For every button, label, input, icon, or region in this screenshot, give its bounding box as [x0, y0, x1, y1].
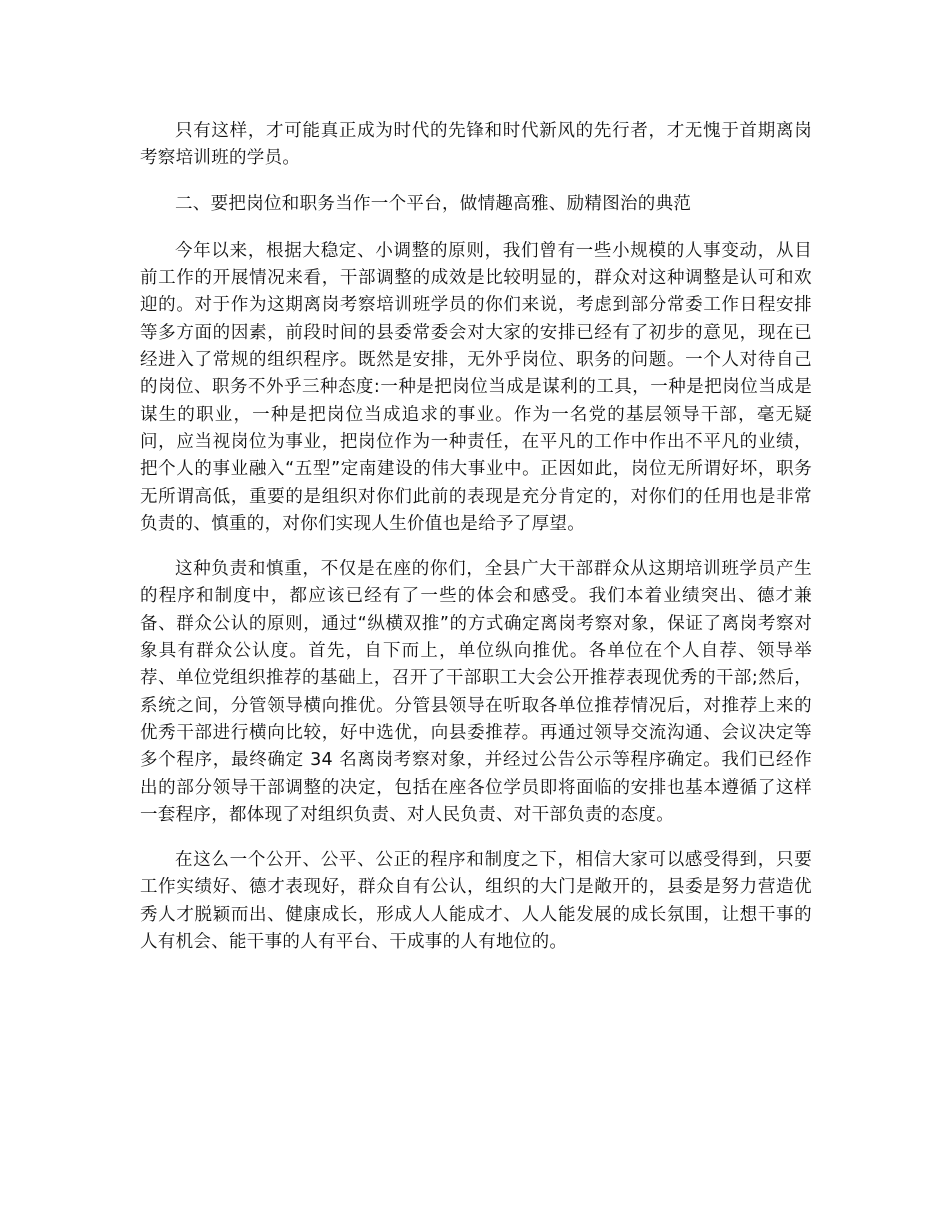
paragraph-conclusion: 只有这样，才可能真正成为时代的先锋和时代新风的先行者，才无愧于首期离岗考察培训班的学员。: [140, 121, 812, 169]
paragraph-fairness: 在这么一个公开、公平、公正的程序和制度之下，相信大家可以感受得到，只要工作实绩好、德才表现好，群众自有公认，组织的大门是敞开的，县委是努力营造优秀人才脱颖而出、健康成长，形成人人能成才、人人能发展的成长氛围，让想干事的人有机会、能干事的人有平台、干成事的人有地位的。: [140, 850, 812, 953]
paragraph-adjustment: 今年以来，根据大稳定、小调整的原则，我们曾有一些小规模的人事变动，从目前工作的开展情况来看，干部调整的成效是比较明显的，群众对这种调整是认可和欢迎的。对于作为这期离岗考察培训班学员的你们来说，考虑到部分常委工作日程安排等多方面的因素，前段时间的县委常委会对大家的安排已经有了初步的意见，现在已经进入了常规的组织程序。既然是安排，无外乎岗位、职务的问题。一个人对待自己的岗位、职务不外乎三种态度:一种是把岗位当成是谋利的工具，一种是把岗位当成是谋生的职业，一种是把岗位当成追求的事业。作为一名党的基层领导干部，毫无疑问，应当视岗位为事业，把岗位作为一种责任，在平凡的工作中作出不平凡的业绩，把个人的事业融入“五型”定南建设的伟大事业中。正因如此，岗位无所谓好坏，职务无所谓高低，重要的是组织对你们此前的表现是充分肯定的，对你们的任用也是非常负责的、慎重的，对你们实现人生价值也是给予了厚望。: [140, 240, 812, 534]
paragraph-procedure: 这种负责和慎重，不仅是在座的你们，全县广大干部群众从这期培训班学员产生的程序和制度中，都应该已经有了一些的体会和感受。我们本着业绩突出、德才兼备、群众公认的原则，通过“纵横双推”的方式确定离岗考察对象，保证了离岗考察对象具有群众公认度。首先，自下而上，单位纵向推优。各单位在个人自荐、领导举荐、单位党组织推荐的基础上，召开了干部职工大会公开推荐表现优秀的干部;然后，系统之间，分管领导横向推优。分管县领导在听取各单位推荐情况后，对推荐上来的优秀干部进行横向比较，好中选优，向县委推荐。再通过领导交流沟通、会议决定等多个程序，最终确定 34 名离岗考察对象，并经过公告公示等程序确定。我们已经作出的部分领导干部调整的决定，包括在座各位学员即将面临的安排也基本遵循了这样一套程序，都体现了对组织负责、对人民负责、对干部负责的态度。: [140, 559, 812, 825]
document-page: [140, 118, 812, 974]
section-heading: 二、要把岗位和职务当作一个平台，做情趣高雅、励精图治的典范: [175, 193, 692, 214]
